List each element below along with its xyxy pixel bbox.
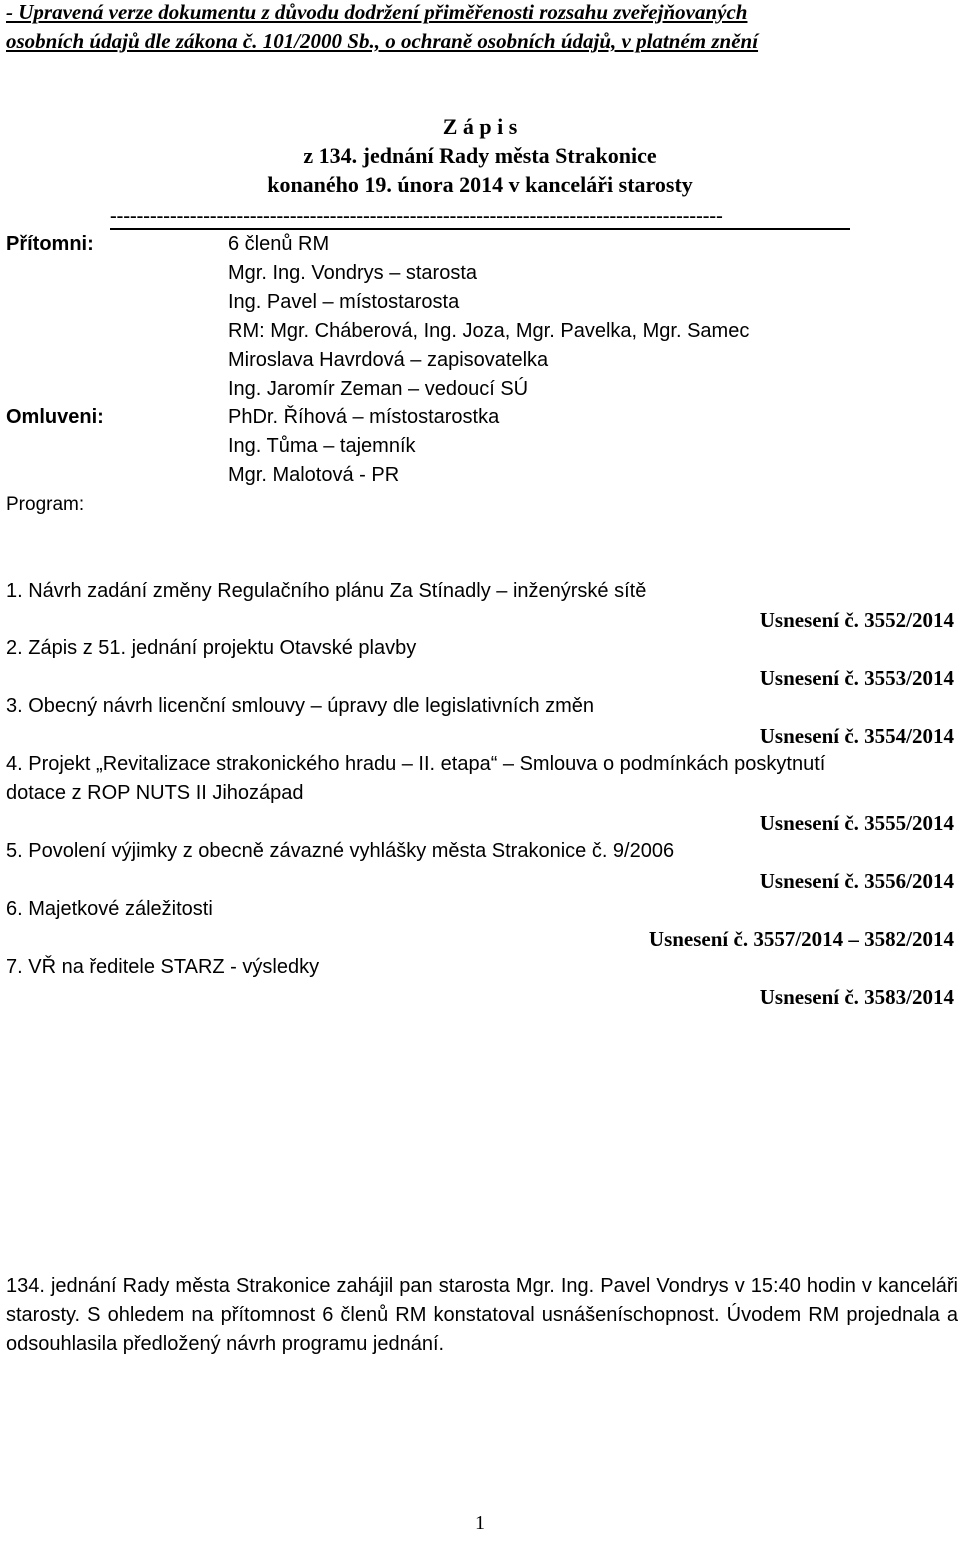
program-item-text: 2. Zápis z 51. jednání projektu Otavské plavby <box>6 637 417 659</box>
program-item-resolution: Usnesení č. 3555/2014 <box>759 811 954 835</box>
program-item-resolution: Usnesení č. 3556/2014 <box>759 869 954 893</box>
excused-item: PhDr. Říhová – místostarostka <box>228 406 500 428</box>
meeting-date-place: konaného 19. února 2014 v kanceláři starosty <box>267 172 693 197</box>
redaction-notice-line-1: - Upravená verze dokumentu z důvodu dodržení přiměřenosti rozsahu zveřejňovaných <box>6 0 748 24</box>
present-item: Mgr. Ing. Vondrys – starosta <box>228 262 478 284</box>
program-item-text: 7. VŘ na ředitele STARZ - výsledky <box>6 956 320 978</box>
intro-paragraph: 134. jednání Rady města Strakonice zahájil pan starosta Mgr. Ing. Pavel Vondrys v 15:40 hodin v kanceláři starosty. S ohledem na přítomnost 6 členů RM konstatoval usnášeníschopnost. Úvodem RM projednala a odsouhlasila předložený návrh programu jednání. <box>6 1275 958 1355</box>
excused-item: Mgr. Malotová - PR <box>228 464 400 486</box>
separator-line: -------------------------------------------------------------------------------------------- <box>110 205 850 231</box>
meeting-number: z 134. jednání Rady města Strakonice <box>303 143 657 168</box>
present-item: RM: Mgr. Cháberová, Ing. Joza, Mgr. Pavelka, Mgr. Samec <box>228 320 750 342</box>
program-item-resolution: Usnesení č. 3553/2014 <box>759 666 954 690</box>
present-item: 6 členů RM <box>228 233 330 255</box>
program-item-text: 1. Návrh zadání změny Regulačního plánu Za Stínadly – inženýrské sítě <box>6 580 647 602</box>
document-title: Z á p i s <box>442 114 518 139</box>
present-label: Přítomni: <box>6 233 94 255</box>
present-item: Ing. Pavel – místostarosta <box>228 291 460 313</box>
program-item-text: 3. Obecný návrh licenční smlouvy – úpravy dle legislativních změn <box>6 695 595 717</box>
program-label: Program: <box>6 494 85 515</box>
present-item: Ing. Jaromír Zeman – vedoucí SÚ <box>228 378 529 400</box>
excused-label: Omluveni: <box>6 406 104 428</box>
program-item-text: 4. Projekt „Revitalizace strakonického hradu – II. etapa“ – Smlouva o podmínkách poskytnutí <box>6 753 826 775</box>
excused-item: Ing. Tůma – tajemník <box>228 435 416 457</box>
program-item-resolution: Usnesení č. 3557/2014 – 3582/2014 <box>648 927 954 951</box>
page-number: 1 <box>475 1512 485 1534</box>
program-item-resolution: Usnesení č. 3583/2014 <box>759 985 954 1009</box>
program-item-text: 6. Majetkové záležitosti <box>6 898 213 920</box>
program-item-text: 5. Povolení výjimky z obecně závazné vyhlášky města Strakonice č. 9/2006 <box>6 840 675 862</box>
present-item: Miroslava Havrdová – zapisovatelka <box>228 349 549 371</box>
program-item-resolution: Usnesení č. 3554/2014 <box>759 724 954 748</box>
program-item-text-continued: dotace z ROP NUTS II Jihozápad <box>6 782 304 804</box>
redaction-notice-line-2: osobních údajů dle zákona č. 101/2000 Sb., o ochraně osobních údajů, v platném znění <box>6 29 759 53</box>
program-item-resolution: Usnesení č. 3552/2014 <box>759 608 954 632</box>
